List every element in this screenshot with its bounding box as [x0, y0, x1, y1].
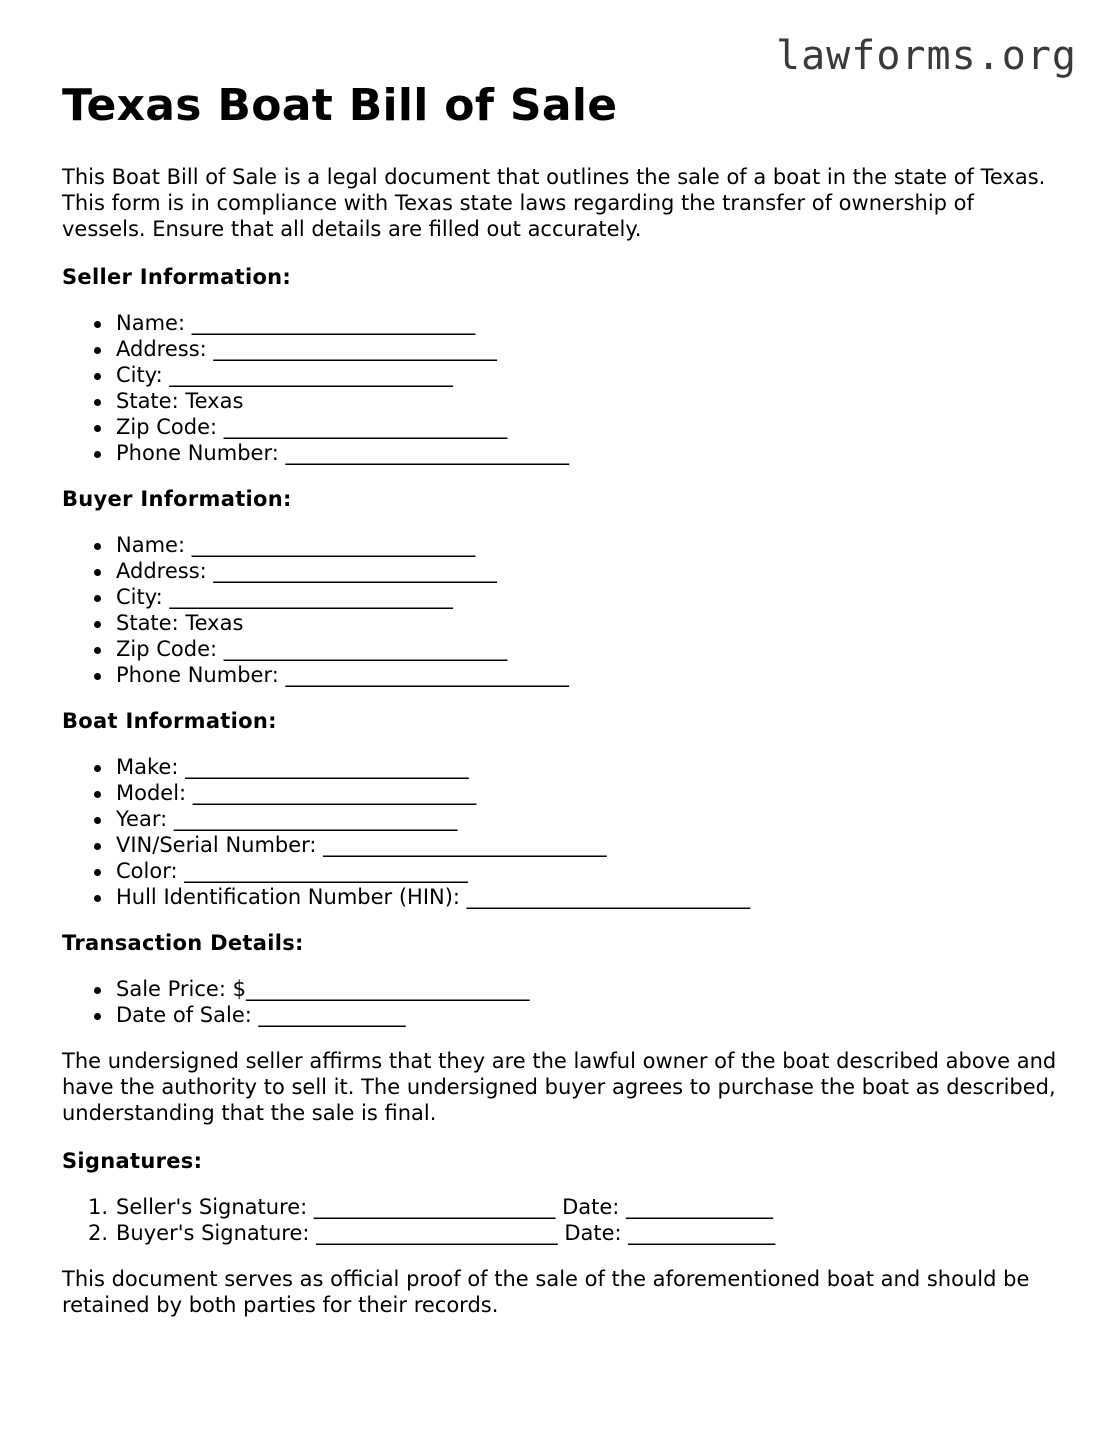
document-title: Texas Boat Bill of Sale	[62, 80, 618, 131]
seller-city-field: City: ___________________________	[116, 362, 1062, 388]
list-number: 1.	[88, 1195, 109, 1219]
boat-make-field: Make: ___________________________	[116, 754, 1062, 780]
buyer-fields-list	[62, 532, 1062, 688]
transaction-heading: Transaction Details:	[62, 931, 304, 955]
intro-paragraph: This Boat Bill of Sale is a legal document that outlines the sale of a boat in the state of Texas. This form is in compliance with Texas state laws regarding the transfer of ownership of vessels. Ensure that all details are filled out accurately.	[62, 165, 1046, 241]
seller-heading: Seller Information:	[62, 265, 292, 289]
boat-vin-field: VIN/Serial Number: ___________________________	[116, 832, 1062, 858]
boat-model-field: Model: ___________________________	[116, 780, 1062, 806]
buyer-phone-field: Phone Number: ___________________________	[116, 662, 1062, 688]
seller-name-field: Name: ___________________________	[116, 310, 1062, 336]
buyer-signature-line	[88, 1220, 1062, 1246]
signatures-heading: Signatures:	[62, 1149, 203, 1173]
buyer-signature-text: Buyer's Signature: _______________________ Date: ______________	[116, 1221, 776, 1245]
buyer-heading: Buyer Information:	[62, 487, 292, 511]
lawforms-watermark: lawforms.org	[776, 33, 1077, 79]
buyer-address-field: Address: ___________________________	[116, 558, 1062, 584]
boat-fields-list	[62, 754, 1062, 910]
date-of-sale-field: Date of Sale: ______________	[116, 1002, 1062, 1028]
buyer-city-field: City: ___________________________	[116, 584, 1062, 610]
signatures-list	[62, 1194, 1062, 1246]
boat-color-field: Color: ___________________________	[116, 858, 1062, 884]
seller-address-field: Address: ___________________________	[116, 336, 1062, 362]
seller-zip-field: Zip Code: ___________________________	[116, 414, 1062, 440]
buyer-state-field: State: Texas	[116, 610, 1062, 636]
boat-year-field: Year: ___________________________	[116, 806, 1062, 832]
transaction-fields-list	[62, 976, 1062, 1028]
closing-paragraph: This document serves as official proof of the sale of the aforementioned boat and should be retained by both parties for their records.	[62, 1267, 1030, 1317]
seller-phone-field: Phone Number: ___________________________	[116, 440, 1062, 466]
seller-signature-line	[88, 1194, 1062, 1220]
document-page	[62, 78, 1062, 1340]
seller-state-field: State: Texas	[116, 388, 1062, 414]
list-number: 2.	[88, 1221, 109, 1245]
seller-signature-text: Seller's Signature: _______________________ Date: ______________	[116, 1195, 774, 1219]
buyer-name-field: Name: ___________________________	[116, 532, 1062, 558]
boat-heading: Boat Information:	[62, 709, 277, 733]
boat-hin-field: Hull Identification Number (HIN): ___________________________	[116, 884, 1062, 910]
sale-price-field: Sale Price: $___________________________	[116, 976, 1062, 1002]
seller-fields-list	[62, 310, 1062, 466]
affirmation-paragraph: The undersigned seller affirms that they are the lawful owner of the boat described above and have the authority to sell it. The undersigned buyer agrees to purchase the boat as described, understanding that the sale is final.	[62, 1049, 1057, 1125]
buyer-zip-field: Zip Code: ___________________________	[116, 636, 1062, 662]
